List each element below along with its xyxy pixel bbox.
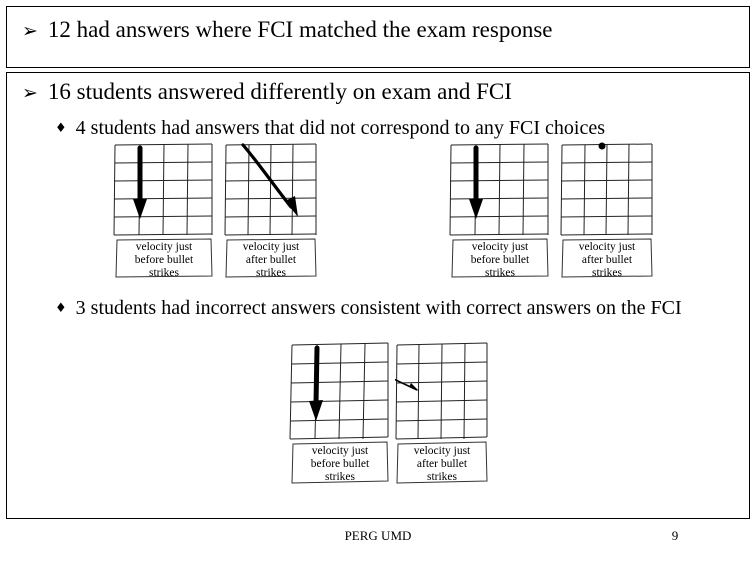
figure-caption-line: strikes — [255, 267, 287, 277]
arrow-bullet-icon: ➢ — [22, 20, 38, 42]
figure-caption-line: before bullet — [134, 254, 194, 266]
bullet-no-correspond-text: 4 students had answers that did not correspond to any FCI choices — [75, 117, 606, 139]
figure-caption-line: velocity just — [311, 445, 369, 457]
figure-caption-line: strikes — [324, 471, 356, 481]
page-number: 9 — [671, 528, 679, 543]
figure-after-bullet-left — [223, 141, 319, 286]
figure-after-bullet-bottom — [395, 340, 491, 492]
graph-sketch-icon — [223, 141, 319, 286]
diamond-bullet-icon: ♦ — [55, 301, 67, 316]
bullet-matched-text: 12 had answers where FCI matched the exam response — [47, 17, 553, 42]
figure-caption-line: before bullet — [470, 254, 530, 266]
bullet-answered-differently-text: 16 students answered differently on exam and FCI — [47, 79, 512, 104]
footer-text: PERG UMD — [344, 528, 412, 543]
figure-caption-line: velocity just — [135, 241, 193, 253]
figure-before-bullet-right — [448, 141, 552, 286]
arrow-bullet-icon: ➢ — [22, 82, 38, 104]
figure-caption-line: velocity just — [578, 241, 636, 253]
bullet-answered-differently — [22, 78, 512, 107]
figure-caption-line: strikes — [426, 471, 458, 481]
figure-after-bullet-right — [559, 141, 655, 286]
diamond-bullet-icon: ♦ — [55, 121, 67, 136]
figure-caption-line: before bullet — [310, 458, 370, 470]
bullet-incorrect-consistent-text: 3 students had incorrect answers consistent with correct answers on the FCI — [75, 297, 682, 319]
bullet-incorrect-consistent — [55, 294, 735, 323]
figure-caption-line: after bullet — [581, 254, 633, 266]
bullet-no-correspond — [55, 114, 735, 143]
figure-caption-line: velocity just — [413, 445, 471, 457]
graph-sketch-icon — [288, 340, 392, 492]
graph-sketch-icon — [559, 141, 655, 286]
graph-sketch-icon — [112, 141, 216, 286]
graph-sketch-icon — [395, 340, 491, 492]
figure-caption-line: after bullet — [416, 458, 468, 470]
figure-caption-line: after bullet — [245, 254, 297, 266]
figure-caption-line: strikes — [484, 267, 516, 277]
bullet-matched — [22, 16, 552, 45]
figure-caption-line: strikes — [148, 267, 180, 277]
figure-before-bullet-bottom — [288, 340, 392, 492]
figure-caption-line: strikes — [591, 267, 623, 277]
figure-caption-line: velocity just — [471, 241, 529, 253]
graph-sketch-icon — [448, 141, 552, 286]
figure-caption-line: velocity just — [242, 241, 300, 253]
figure-before-bullet-left — [112, 141, 216, 286]
